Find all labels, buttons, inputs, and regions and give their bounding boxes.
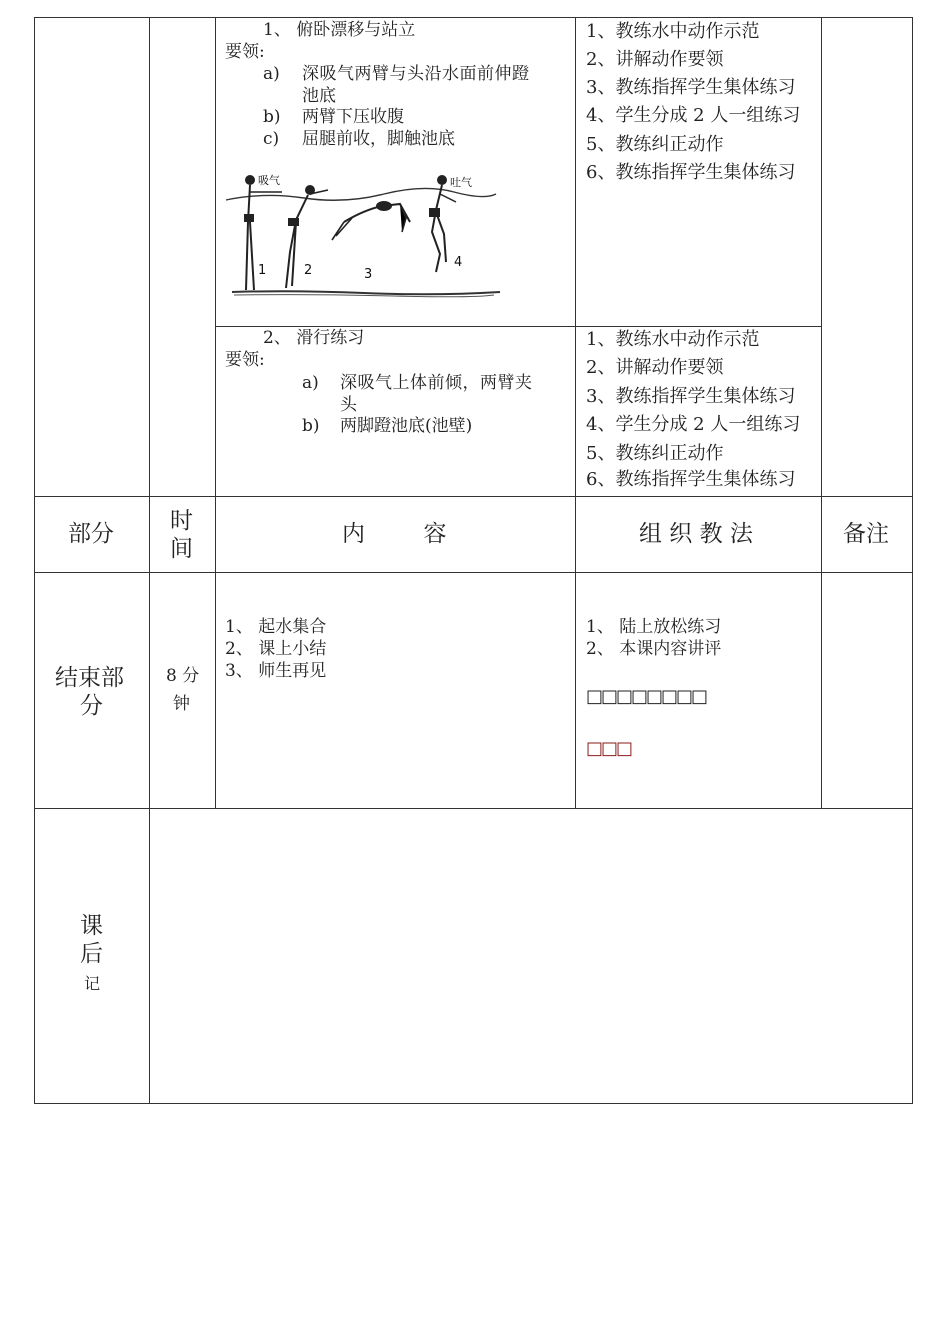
block2-method-3: 3、教练指挥学生集体练习 bbox=[586, 386, 796, 407]
ending-part-2: 分 bbox=[80, 693, 103, 719]
ending-time-2: 钟 bbox=[173, 694, 190, 714]
block1-item-b-mark: b) bbox=[263, 107, 281, 127]
block1-item-c-text: 屈腿前收，脚触池底 bbox=[302, 129, 455, 149]
block1-method-4: 4、学生分成 2 人一组练习 bbox=[586, 105, 801, 126]
table-left-border bbox=[34, 17, 35, 1104]
figure-step-3: 3 bbox=[364, 267, 373, 282]
block1-method-3: 3、教练指挥学生集体练习 bbox=[586, 77, 796, 98]
block1-yaoling: 要领: bbox=[225, 42, 265, 62]
row-divider-header-top bbox=[34, 496, 913, 497]
figure-step-1: 1 bbox=[258, 263, 267, 278]
block2-method-6: 6、教练指挥学生集体练习 bbox=[586, 469, 796, 490]
block1-method-5: 5、教练纠正动作 bbox=[586, 134, 724, 155]
table-top-border bbox=[34, 17, 913, 18]
block2-method-4: 4、学生分成 2 人一组练习 bbox=[586, 414, 801, 435]
row-divider-header-bottom bbox=[34, 572, 913, 573]
header-method: 组 织 教 法 bbox=[639, 521, 753, 547]
block2-item-b-text: 两脚蹬池底(池壁) bbox=[340, 416, 473, 436]
block1-item-a-text2: 池底 bbox=[302, 86, 336, 106]
block2-item-a-text2: 头 bbox=[340, 395, 357, 415]
block1-item-a-text: 深吸气两臂与头沿水面前伸蹬 bbox=[302, 64, 530, 84]
figure-label-inhale: 吸气 bbox=[258, 174, 280, 187]
block1-item-b-text: 两臂下压收腹 bbox=[302, 107, 404, 127]
ending-part-1: 结束部 bbox=[55, 665, 124, 691]
block2-item-a-text: 深吸气上体前倾，两臂夹 bbox=[340, 373, 533, 393]
ending-method-1: 1、 陆上放松练习 bbox=[586, 617, 722, 637]
ending-content-3: 3、 师生再见 bbox=[225, 661, 327, 681]
afterclass-label-2: 后 bbox=[80, 941, 103, 967]
block2-heading: 2、 滑行练习 bbox=[263, 328, 365, 348]
block2-method-1: 1、教练水中动作示范 bbox=[586, 329, 760, 350]
figure-step-2: 2 bbox=[304, 263, 313, 278]
block2-method-5: 5、教练纠正动作 bbox=[586, 443, 724, 464]
table-bottom-border bbox=[34, 1103, 913, 1104]
header-note: 备注 bbox=[843, 521, 889, 547]
ending-method-2: 2、 本课内容讲评 bbox=[586, 639, 722, 659]
afterclass-notes-area[interactable] bbox=[150, 809, 912, 1103]
block1-method-6: 6、教练指挥学生集体练习 bbox=[586, 162, 796, 183]
col-divider-content-method bbox=[575, 17, 576, 809]
col-divider-time-content bbox=[215, 17, 216, 809]
block1-item-c-mark: c) bbox=[263, 129, 280, 149]
block2-item-b-mark: b) bbox=[302, 416, 320, 436]
block1-method-2: 2、讲解动作要领 bbox=[586, 49, 724, 70]
header-part: 部分 bbox=[68, 521, 114, 547]
header-time-1: 时 bbox=[170, 508, 193, 534]
swim-float-stand-illustration bbox=[224, 162, 506, 302]
table-right-border bbox=[912, 17, 913, 1104]
ending-content-2: 2、 课上小结 bbox=[225, 639, 327, 659]
block1-item-a-mark: a) bbox=[263, 64, 280, 84]
figure-step-4: 4 bbox=[454, 255, 463, 270]
block2-item-a-mark: a) bbox=[302, 373, 319, 393]
header-content: 内 容 bbox=[342, 521, 447, 547]
figure-label-exhale: 吐气 bbox=[450, 176, 472, 189]
header-time-2: 间 bbox=[170, 536, 193, 562]
block1-method-1: 1、教练水中动作示范 bbox=[586, 21, 760, 42]
block1-heading: 1、 俯卧漂移与站立 bbox=[263, 20, 416, 40]
ending-garbled-text: □□□□□□□□ bbox=[586, 686, 707, 707]
afterclass-label-3: 记 bbox=[84, 974, 101, 993]
afterclass-label-1: 课 bbox=[80, 913, 103, 939]
ending-garbled-red-text: □□□ bbox=[586, 738, 632, 759]
block2-method-2: 2、讲解动作要领 bbox=[586, 357, 724, 378]
block2-yaoling: 要领: bbox=[225, 350, 265, 370]
col-divider-method-note bbox=[821, 17, 822, 809]
ending-content-1: 1、 起水集合 bbox=[225, 617, 327, 637]
ending-time-1: 8 分 bbox=[166, 666, 200, 686]
